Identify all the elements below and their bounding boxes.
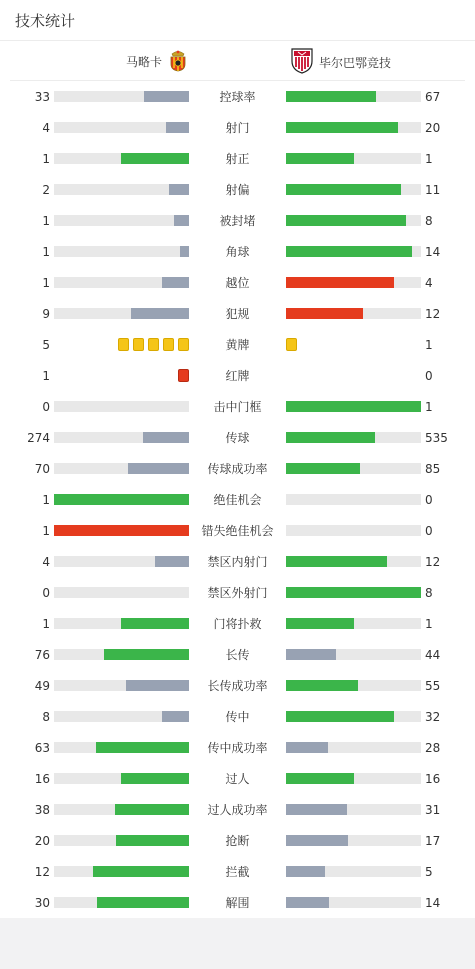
home-value: 38 <box>34 803 50 817</box>
home-team[interactable] <box>126 48 188 75</box>
stat-row <box>0 121 475 135</box>
stat-label: 角球 <box>225 245 250 259</box>
home-value: 0 <box>42 586 50 600</box>
stat-label: 长传成功率 <box>207 679 268 693</box>
stat-label: 犯规 <box>225 307 250 321</box>
home-value: 1 <box>42 152 50 166</box>
home-value: 16 <box>34 772 50 786</box>
stat-label: 抢断 <box>225 834 250 848</box>
home-bar-fill <box>162 277 189 288</box>
home-bar-track <box>54 122 189 133</box>
home-bar-fill <box>128 463 189 474</box>
stat-label: 传球成功率 <box>207 462 268 476</box>
home-value: 2 <box>42 183 50 197</box>
away-bar-fill <box>286 215 406 226</box>
away-bar-track <box>286 587 421 598</box>
stat-label: 越位 <box>225 276 250 290</box>
away-bar-fill <box>286 184 401 195</box>
stat-row <box>0 276 475 290</box>
home-bar-fill <box>143 432 189 443</box>
away-bar-fill <box>286 680 358 691</box>
home-bar-track <box>54 556 189 567</box>
home-value: 1 <box>42 369 50 383</box>
away-bar-track <box>286 463 421 474</box>
home-bar-track <box>54 401 189 412</box>
home-bar-fill <box>166 122 189 133</box>
stat-label: 射偏 <box>225 183 250 197</box>
home-bar-fill <box>169 184 189 195</box>
away-value: 31 <box>425 803 441 817</box>
away-value: 8 <box>425 586 433 600</box>
away-bar-track <box>286 215 421 226</box>
home-bar-track <box>54 773 189 784</box>
away-bar-fill <box>286 153 354 164</box>
home-bar-fill <box>121 618 189 629</box>
home-value: 4 <box>42 555 50 569</box>
stat-row <box>0 586 475 600</box>
away-value: 0 <box>425 369 433 383</box>
away-value: 17 <box>425 834 441 848</box>
home-value: 12 <box>34 865 50 879</box>
away-bar-track <box>286 308 421 319</box>
home-value: 20 <box>34 834 50 848</box>
stat-row <box>0 772 475 786</box>
away-bar-fill <box>286 897 329 908</box>
home-bar-track <box>54 587 189 598</box>
home-bar-fill <box>131 308 189 319</box>
stat-row <box>0 369 475 383</box>
away-bar-track <box>286 649 421 660</box>
home-bar-fill <box>180 246 189 257</box>
home-value: 1 <box>42 617 50 631</box>
home-bar-track <box>54 649 189 660</box>
stat-label: 黄牌 <box>225 338 250 352</box>
home-bar-track <box>54 525 189 536</box>
home-bar-track <box>54 246 189 257</box>
away-value: 1 <box>425 152 433 166</box>
home-value: 33 <box>34 90 50 104</box>
home-value: 49 <box>34 679 50 693</box>
away-value: 5 <box>425 865 433 879</box>
away-bar-fill <box>286 835 348 846</box>
home-bar-fill <box>126 680 189 691</box>
stat-label: 拦截 <box>225 865 250 879</box>
away-bar-track <box>286 680 421 691</box>
away-value: 44 <box>425 648 441 662</box>
home-value: 1 <box>42 493 50 507</box>
red-card-icon <box>178 369 189 382</box>
away-bar-fill <box>286 556 387 567</box>
yellow-card-icon <box>118 338 129 351</box>
stat-row <box>0 90 475 104</box>
away-value: 0 <box>425 493 433 507</box>
home-bar-track <box>54 432 189 443</box>
away-bar-track <box>286 897 421 908</box>
away-value: 12 <box>425 307 441 321</box>
stat-label: 过人 <box>225 772 250 786</box>
away-bar-fill <box>286 122 398 133</box>
away-bar-track <box>286 711 421 722</box>
away-bar-fill <box>286 742 328 753</box>
home-value: 76 <box>34 648 50 662</box>
away-bar-fill <box>286 432 375 443</box>
away-bar-track <box>286 246 421 257</box>
stat-row <box>0 400 475 414</box>
stat-label: 击中门框 <box>213 400 262 414</box>
home-bar-fill <box>121 153 189 164</box>
away-bar-fill <box>286 91 376 102</box>
home-value: 1 <box>42 524 50 538</box>
stat-label: 禁区外射门 <box>207 586 268 600</box>
page-title: 技术统计 <box>15 11 76 30</box>
home-bar-track <box>54 618 189 629</box>
away-cards <box>286 338 297 351</box>
home-value: 5 <box>42 338 50 352</box>
home-bar-fill <box>144 91 189 102</box>
home-bar-track <box>54 277 189 288</box>
stat-label: 红牌 <box>225 369 250 383</box>
away-value: 67 <box>425 90 441 104</box>
away-bar-fill <box>286 804 347 815</box>
away-value: 14 <box>425 896 441 910</box>
home-bar-track <box>54 308 189 319</box>
home-value: 70 <box>34 462 50 476</box>
stat-row <box>0 710 475 724</box>
away-bar-track <box>286 432 421 443</box>
away-value: 535 <box>425 431 448 445</box>
stat-label: 传中成功率 <box>207 741 268 755</box>
home-value: 8 <box>42 710 50 724</box>
home-bar-track <box>54 463 189 474</box>
away-value: 1 <box>425 338 433 352</box>
home-value: 9 <box>42 307 50 321</box>
away-bar-track <box>286 556 421 567</box>
away-bar-fill <box>286 866 325 877</box>
home-bar-track <box>54 184 189 195</box>
stat-row <box>0 896 475 910</box>
stat-label: 控球率 <box>219 90 256 104</box>
stat-label: 解围 <box>225 896 250 910</box>
stat-label: 禁区内射门 <box>207 555 268 569</box>
away-value: 28 <box>425 741 441 755</box>
home-bar-track <box>54 91 189 102</box>
stat-row <box>0 214 475 228</box>
away-bar-track <box>286 122 421 133</box>
home-cards <box>118 338 189 351</box>
away-value: 14 <box>425 245 441 259</box>
away-value: 8 <box>425 214 433 228</box>
away-bar-fill <box>286 618 354 629</box>
stat-row <box>0 152 475 166</box>
away-team-name: 毕尔巴鄂竞技 <box>319 55 392 70</box>
teams-row <box>10 41 465 81</box>
away-bar-track <box>286 835 421 846</box>
stat-label: 传中 <box>225 710 250 724</box>
home-bar-track <box>54 742 189 753</box>
away-team-crest-icon <box>290 47 314 77</box>
home-bar-track <box>54 680 189 691</box>
away-bar-fill <box>286 711 394 722</box>
home-bar-track <box>54 866 189 877</box>
stat-row <box>0 183 475 197</box>
away-bar-track <box>286 742 421 753</box>
away-value: 55 <box>425 679 441 693</box>
stat-row <box>0 555 475 569</box>
away-value: 1 <box>425 400 433 414</box>
home-value: 4 <box>42 121 50 135</box>
away-bar-track <box>286 153 421 164</box>
away-bar-track <box>286 277 421 288</box>
away-bar-track <box>286 773 421 784</box>
stat-row <box>0 834 475 848</box>
stat-row <box>0 679 475 693</box>
home-bar-fill <box>97 897 189 908</box>
home-value: 63 <box>34 741 50 755</box>
home-bar-track <box>54 711 189 722</box>
home-bar-fill <box>162 711 189 722</box>
away-bar-fill <box>286 463 360 474</box>
home-bar-fill <box>174 215 189 226</box>
yellow-card-icon <box>178 338 189 351</box>
home-bar-track <box>54 897 189 908</box>
away-bar-track <box>286 618 421 629</box>
away-value: 4 <box>425 276 433 290</box>
yellow-card-icon <box>163 338 174 351</box>
stat-row <box>0 431 475 445</box>
away-bar-track <box>286 91 421 102</box>
home-bar-track <box>54 804 189 815</box>
home-bar-fill <box>155 556 189 567</box>
stat-label: 绝佳机会 <box>213 493 262 507</box>
away-bar-fill <box>286 773 354 784</box>
yellow-card-icon <box>286 338 297 351</box>
stat-row <box>0 524 475 538</box>
yellow-card-icon <box>133 338 144 351</box>
home-value: 30 <box>34 896 50 910</box>
home-bar-fill <box>121 773 189 784</box>
away-bar-track <box>286 804 421 815</box>
stat-label: 门将扑救 <box>213 617 262 631</box>
home-bar-fill <box>115 804 189 815</box>
stat-row <box>0 462 475 476</box>
yellow-card-icon <box>148 338 159 351</box>
stat-label: 错失绝佳机会 <box>201 524 274 538</box>
away-bar-track <box>286 525 421 536</box>
stat-row <box>0 617 475 631</box>
stat-row <box>0 245 475 259</box>
away-value: 16 <box>425 772 441 786</box>
stats-header <box>0 0 475 41</box>
home-bar-fill <box>54 494 189 505</box>
home-value: 274 <box>27 431 50 445</box>
home-bar-fill <box>96 742 189 753</box>
stat-label: 过人成功率 <box>207 803 268 817</box>
home-bar-fill <box>54 525 189 536</box>
home-bar-track <box>54 153 189 164</box>
away-bar-track <box>286 866 421 877</box>
stat-row <box>0 741 475 755</box>
home-value: 1 <box>42 214 50 228</box>
stat-label: 射正 <box>225 152 250 166</box>
away-bar-track <box>286 494 421 505</box>
stat-row <box>0 338 475 352</box>
away-value: 0 <box>425 524 433 538</box>
away-bar-track <box>286 401 421 412</box>
home-value: 1 <box>42 276 50 290</box>
away-bar-fill <box>286 246 412 257</box>
stat-row <box>0 648 475 662</box>
away-bar-fill <box>286 401 421 412</box>
stat-row <box>0 803 475 817</box>
stat-row <box>0 307 475 321</box>
home-value: 1 <box>42 245 50 259</box>
home-bar-fill <box>116 835 189 846</box>
away-value: 20 <box>425 121 441 135</box>
away-bar-fill <box>286 277 394 288</box>
stat-label: 传球 <box>225 431 250 445</box>
away-team[interactable] <box>290 47 391 77</box>
away-value: 1 <box>425 617 433 631</box>
home-bar-track <box>54 215 189 226</box>
home-team-crest-icon <box>168 48 188 75</box>
away-bar-fill <box>286 587 421 598</box>
stat-row <box>0 493 475 507</box>
stat-label: 长传 <box>225 648 250 662</box>
home-bar-fill <box>93 866 189 877</box>
home-team-name: 马略卡 <box>126 55 163 69</box>
away-value: 12 <box>425 555 441 569</box>
away-bar-track <box>286 184 421 195</box>
home-value: 0 <box>42 400 50 414</box>
home-bar-fill <box>104 649 189 660</box>
away-bar-fill <box>286 649 336 660</box>
stat-label: 被封堵 <box>219 214 256 228</box>
home-bar-track <box>54 835 189 846</box>
away-value: 85 <box>425 462 441 476</box>
stat-label: 射门 <box>225 121 250 135</box>
away-bar-fill <box>286 308 363 319</box>
home-cards <box>178 369 189 382</box>
stat-row <box>0 865 475 879</box>
home-bar-track <box>54 494 189 505</box>
away-value: 11 <box>425 183 441 197</box>
away-value: 32 <box>425 710 441 724</box>
